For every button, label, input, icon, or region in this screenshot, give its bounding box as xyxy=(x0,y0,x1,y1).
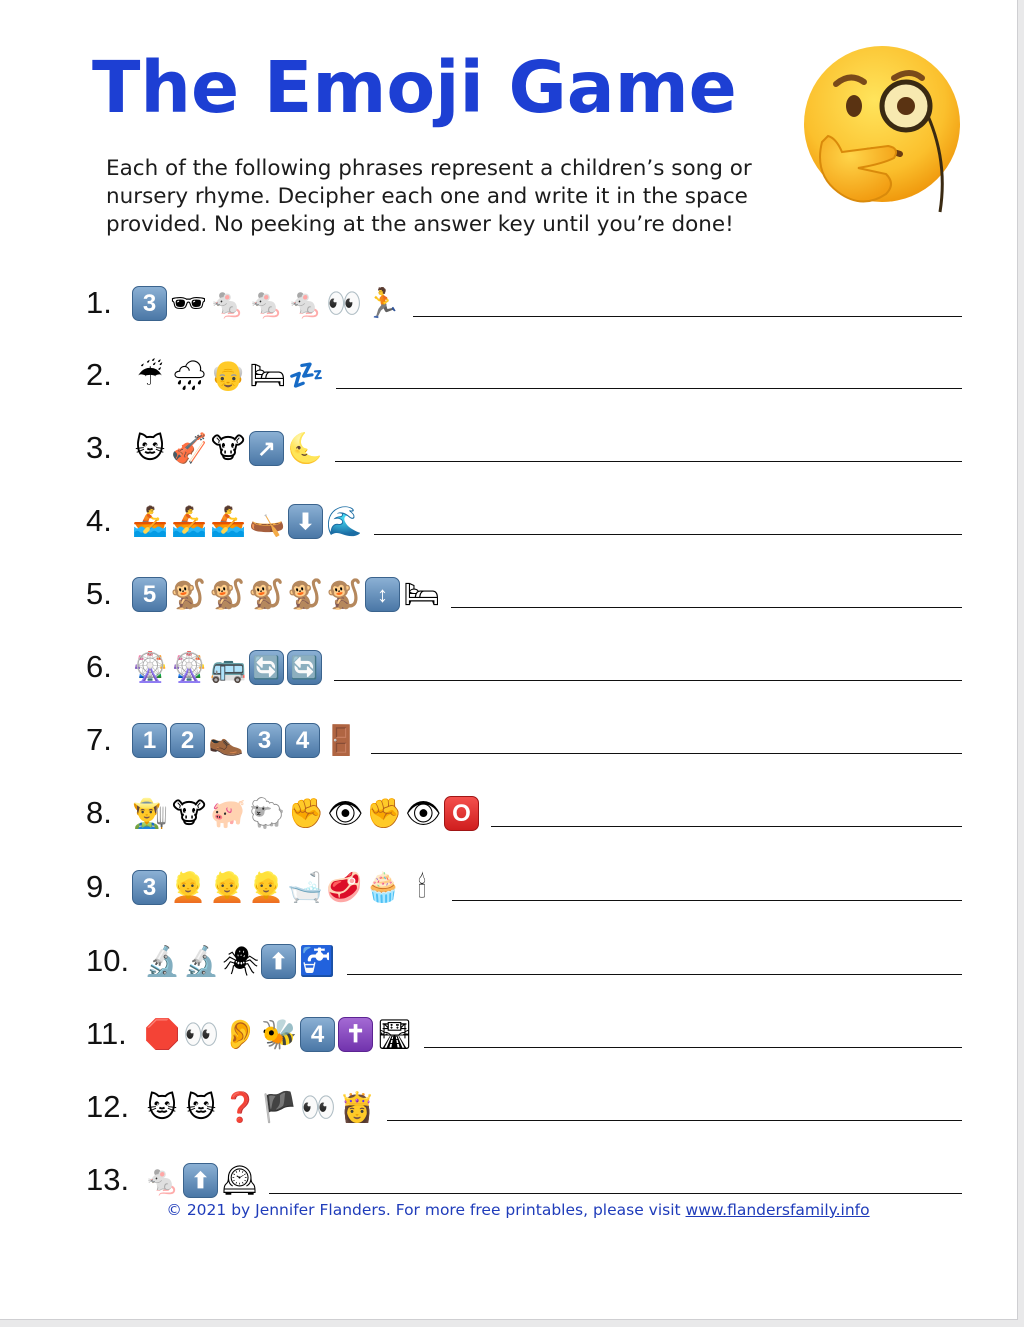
spider-icon: 🕷 xyxy=(222,944,259,978)
arrow-down-icon: ⬇ xyxy=(288,504,323,539)
puzzle-row xyxy=(86,355,966,401)
cupcake-icon: 🧁 xyxy=(365,870,402,904)
keycap-5-icon: 5 xyxy=(132,577,167,612)
bee-icon: 🐝 xyxy=(261,1017,298,1051)
mouse-icon: 🐁 xyxy=(287,286,324,320)
sheep-icon: 🐑 xyxy=(249,796,286,830)
puzzle-row xyxy=(86,1160,966,1206)
puzzle-row xyxy=(86,428,966,474)
eyes-icon: 👀 xyxy=(326,286,363,320)
moon-icon: 🌜 xyxy=(287,431,324,465)
farmer-icon: 👨‍🌾 xyxy=(132,796,169,830)
cat-icon: 🐱 xyxy=(146,1090,178,1124)
keycap-3-icon: 3 xyxy=(132,870,167,905)
cow-icon: 🐮 xyxy=(171,796,207,830)
england-flag-icon: 🏴 xyxy=(261,1090,298,1124)
emoji-clue xyxy=(132,428,323,468)
website-link[interactable]: www.flandersfamily.info xyxy=(685,1201,870,1219)
puzzle-row xyxy=(86,1014,966,1060)
emoji-clue xyxy=(132,867,440,907)
eyes-icon: 👀 xyxy=(183,1017,220,1051)
mouse-icon: 🐁 xyxy=(209,286,246,320)
queen-icon: 👸 xyxy=(339,1090,376,1124)
cow-icon: 🐮 xyxy=(210,431,246,465)
pig-icon: 🐖 xyxy=(210,796,247,830)
puzzle-number: 8. xyxy=(86,795,112,830)
puzzle-number: 2. xyxy=(86,357,112,392)
keycap-4-icon: 4 xyxy=(285,723,320,758)
puzzle-row xyxy=(86,501,966,547)
meat-icon: 🥩 xyxy=(326,870,363,904)
monkey-icon: 🐒 xyxy=(170,577,207,611)
puzzle-number: 10. xyxy=(86,943,130,978)
answer-line[interactable] xyxy=(269,1193,962,1194)
monkey-icon: 🐒 xyxy=(287,577,324,611)
puzzle-row xyxy=(86,283,966,329)
old-man-icon: 👴 xyxy=(210,358,247,392)
zzz-icon: 💤 xyxy=(288,358,325,392)
keycap-4-icon: 4 xyxy=(300,1017,335,1052)
monkey-icon: 🐒 xyxy=(209,577,246,611)
answer-line[interactable] xyxy=(334,680,962,681)
eye-icon: 👁 xyxy=(405,796,442,830)
puzzle-row xyxy=(86,1087,966,1133)
umbrella-rain-icon: ☔ xyxy=(137,358,163,392)
emoji-clue xyxy=(132,647,322,687)
sunglasses-icon: 🕶 xyxy=(170,286,207,320)
man-icon: 👱 xyxy=(209,870,246,904)
puzzle-row xyxy=(86,574,966,620)
answer-line[interactable] xyxy=(451,607,962,608)
man-icon: 👱 xyxy=(248,870,285,904)
candle-icon: 🕯 xyxy=(417,870,427,904)
arrow-up-icon: ⬆ xyxy=(183,1163,218,1198)
canoe-icon: 🛶 xyxy=(249,504,286,538)
o-button-icon: O xyxy=(444,796,479,831)
mouse-icon: 🐁 xyxy=(144,1163,181,1197)
footer-text: © 2021 by Jennifer Flanders. For more free printables, please visit xyxy=(166,1201,686,1219)
keycap-3-icon: 3 xyxy=(247,723,282,758)
road-icon: 🛣 xyxy=(376,1017,413,1051)
eyes-icon: 👀 xyxy=(300,1090,337,1124)
puzzle-number: 12. xyxy=(86,1089,130,1124)
answer-line[interactable] xyxy=(452,900,962,901)
arrow-up-down-icon: ↕ xyxy=(365,577,400,612)
answer-line[interactable] xyxy=(347,974,962,975)
question-icon: ❓ xyxy=(222,1090,259,1124)
emoji-clue xyxy=(132,720,359,760)
cat-icon: 🐱 xyxy=(185,1090,217,1124)
mouse-icon: 🐁 xyxy=(248,286,285,320)
puzzle-row xyxy=(86,793,966,839)
man-icon: 👱 xyxy=(170,870,207,904)
cloud-rain-icon: 🌧 xyxy=(171,358,208,392)
ear-icon: 👂 xyxy=(222,1017,259,1051)
faucet-icon: 🚰 xyxy=(299,944,336,978)
rowboat-icon: 🚣 xyxy=(132,504,169,538)
bed-icon: 🛏 xyxy=(249,358,286,392)
arrow-up-right-icon: ↗ xyxy=(249,431,284,466)
answer-line[interactable] xyxy=(335,461,962,462)
microscope-icon: 🔬 xyxy=(144,944,181,978)
answer-line[interactable] xyxy=(491,826,962,827)
emoji-clue xyxy=(132,355,324,395)
door-icon: 🚪 xyxy=(323,723,360,757)
repeat-icon: 🔄 xyxy=(287,650,322,685)
clock-icon: 🕰 xyxy=(221,1163,258,1197)
emoji-clue xyxy=(144,941,335,981)
violin-icon: 🎻 xyxy=(171,431,208,465)
answer-line[interactable] xyxy=(371,753,962,754)
eye-icon: 👁 xyxy=(327,796,364,830)
answer-line[interactable] xyxy=(413,316,962,317)
ferris-wheel-icon: 🎡 xyxy=(171,650,208,684)
puzzle-row xyxy=(86,720,966,766)
emoji-clue xyxy=(132,283,401,323)
instructions-text: Each of the following phrases represent a children’s song or nursery rhyme. Decipher each one and write it in the space provided. No peeking at the answer key until you’re done! xyxy=(106,156,752,237)
fist-icon: ✊ xyxy=(288,796,325,830)
puzzle-number: 7. xyxy=(86,722,112,757)
runner-icon: 🏃 xyxy=(365,286,402,320)
rowboat-icon: 🚣 xyxy=(171,504,208,538)
puzzle-row xyxy=(86,941,966,987)
emoji-clue xyxy=(132,501,362,541)
emoji-clue xyxy=(132,793,479,833)
answer-line[interactable] xyxy=(374,534,962,535)
answer-line[interactable] xyxy=(424,1047,962,1048)
monkey-icon: 🐒 xyxy=(248,577,285,611)
emoji-clue xyxy=(144,1014,412,1054)
ferris-wheel-icon: 🎡 xyxy=(132,650,169,684)
bus-icon: 🚌 xyxy=(210,650,247,684)
puzzle-row xyxy=(86,647,966,693)
cross-icon: ✝ xyxy=(338,1017,373,1052)
rowboat-icon: 🚣 xyxy=(210,504,247,538)
repeat-icon: 🔄 xyxy=(249,650,284,685)
microscope-icon: 🔬 xyxy=(183,944,220,978)
shoe-icon: 👞 xyxy=(208,723,245,757)
emoji-clue xyxy=(144,1087,375,1127)
puzzle-row xyxy=(86,867,966,913)
emoji-clue xyxy=(132,574,439,614)
keycap-3-icon: 3 xyxy=(132,286,167,321)
puzzle-number: 3. xyxy=(86,430,112,465)
bathtub-icon: 🛁 xyxy=(287,870,324,904)
puzzle-number: 1. xyxy=(86,285,112,320)
puzzle-number: 9. xyxy=(86,869,112,904)
answer-line[interactable] xyxy=(387,1120,962,1121)
puzzle-number: 11. xyxy=(86,1016,127,1051)
puzzle-number: 5. xyxy=(86,576,112,611)
keycap-2-icon: 2 xyxy=(170,723,205,758)
bed-icon: 🛏 xyxy=(403,577,440,611)
arrow-up-icon: ⬆ xyxy=(261,944,296,979)
puzzle-number: 4. xyxy=(86,503,112,538)
emoji-clue xyxy=(144,1160,257,1200)
monkey-icon: 🐒 xyxy=(326,577,363,611)
stop-sign-icon: 🛑 xyxy=(144,1017,181,1051)
answer-line[interactable] xyxy=(336,388,962,389)
page-title: The Emoji Game xyxy=(92,46,737,129)
puzzle-number: 13. xyxy=(86,1162,130,1197)
cat-icon: 🐱 xyxy=(134,431,166,465)
puzzle-number: 6. xyxy=(86,649,112,684)
copyright-footer xyxy=(0,1201,1024,1219)
wave-icon: 🌊 xyxy=(326,504,363,538)
keycap-1-icon: 1 xyxy=(132,723,167,758)
fist-icon: ✊ xyxy=(366,796,403,830)
